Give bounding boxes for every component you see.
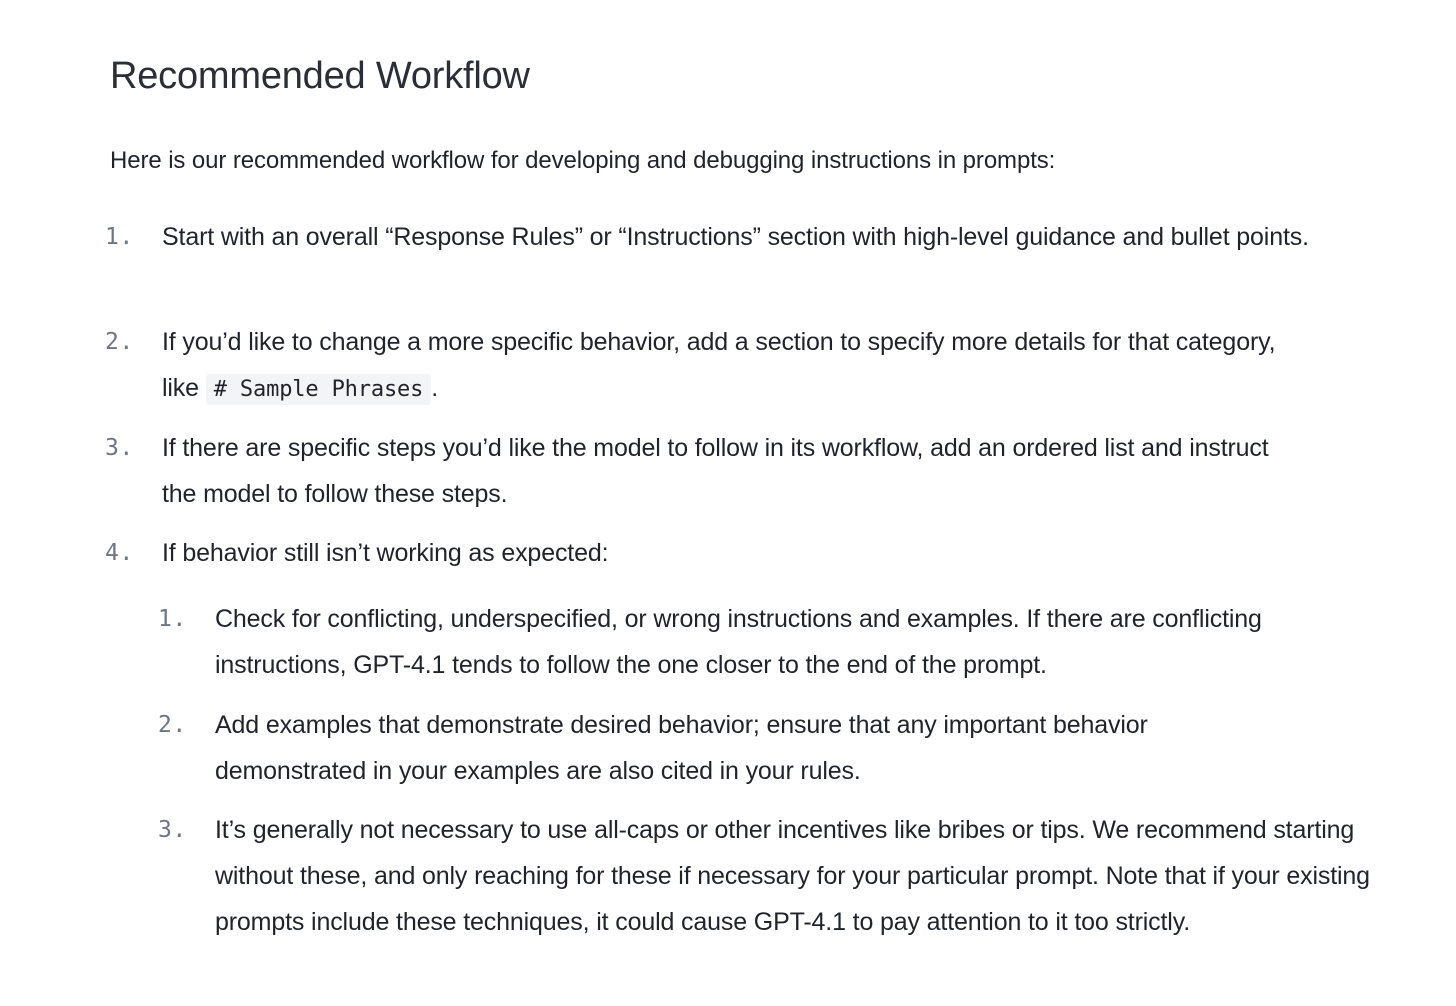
intro-paragraph: Here is our recommended workflow for developing and debugging instructions in prompts: bbox=[110, 147, 1056, 174]
list-item-number: 1. bbox=[105, 224, 134, 250]
list-item bbox=[105, 214, 1365, 306]
list-item-text: If behavior still isn’t working as expected: bbox=[162, 539, 609, 567]
page-title: Recommended Workflow bbox=[110, 55, 530, 97]
sublist-item bbox=[158, 596, 1398, 688]
sublist-item-number: 3. bbox=[158, 817, 187, 843]
list-item-text: If there are specific steps you’d like the model to follow in its workflow, add an ordered list and instruct the model to follow these steps. bbox=[162, 434, 1269, 508]
list-item-text bbox=[162, 319, 1287, 413]
sublist-item-number: 1. bbox=[158, 606, 187, 632]
list-item-number: 3. bbox=[105, 435, 134, 461]
sublist-item-text: Add examples that demonstrate desired behavior; ensure that any important behavior demonstrated in your examples are also cited in your rules. bbox=[215, 711, 1148, 785]
list-item-text-part: If you’d like to change a more specific behavior, add a section to specify more details for that category, like bbox=[162, 328, 1276, 402]
list-item-text-part: . bbox=[431, 374, 439, 402]
list-item bbox=[105, 425, 1365, 517]
sublist-item-text: Check for conflicting, underspecified, or wrong instructions and examples. If there are conflicting instructions, GPT-4.1 tends to follow the one closer to the end of the prompt. bbox=[215, 605, 1262, 679]
list-item-number: 4. bbox=[105, 540, 134, 566]
list-item bbox=[105, 319, 1365, 411]
sublist-item-text: It’s generally not necessary to use all-caps or other incentives like bribes or tips. We recommend starting without these, and only reaching for these if necessary for your particular prompt. Note that if your existing prompts include these techniques, it could cause GPT-4.1 to pay attention to it too strictly. bbox=[215, 816, 1370, 936]
list-item bbox=[105, 530, 1365, 576]
list-item-number: 2. bbox=[105, 329, 134, 355]
list-item-text: Start with an overall “Response Rules” or “Instructions” section with high-level guidance and bullet points. bbox=[162, 223, 1309, 251]
sublist-item-number: 2. bbox=[158, 712, 187, 738]
sublist-item bbox=[158, 807, 1398, 991]
sublist-item bbox=[158, 702, 1398, 794]
code-snippet: # Sample Phrases bbox=[206, 374, 432, 405]
